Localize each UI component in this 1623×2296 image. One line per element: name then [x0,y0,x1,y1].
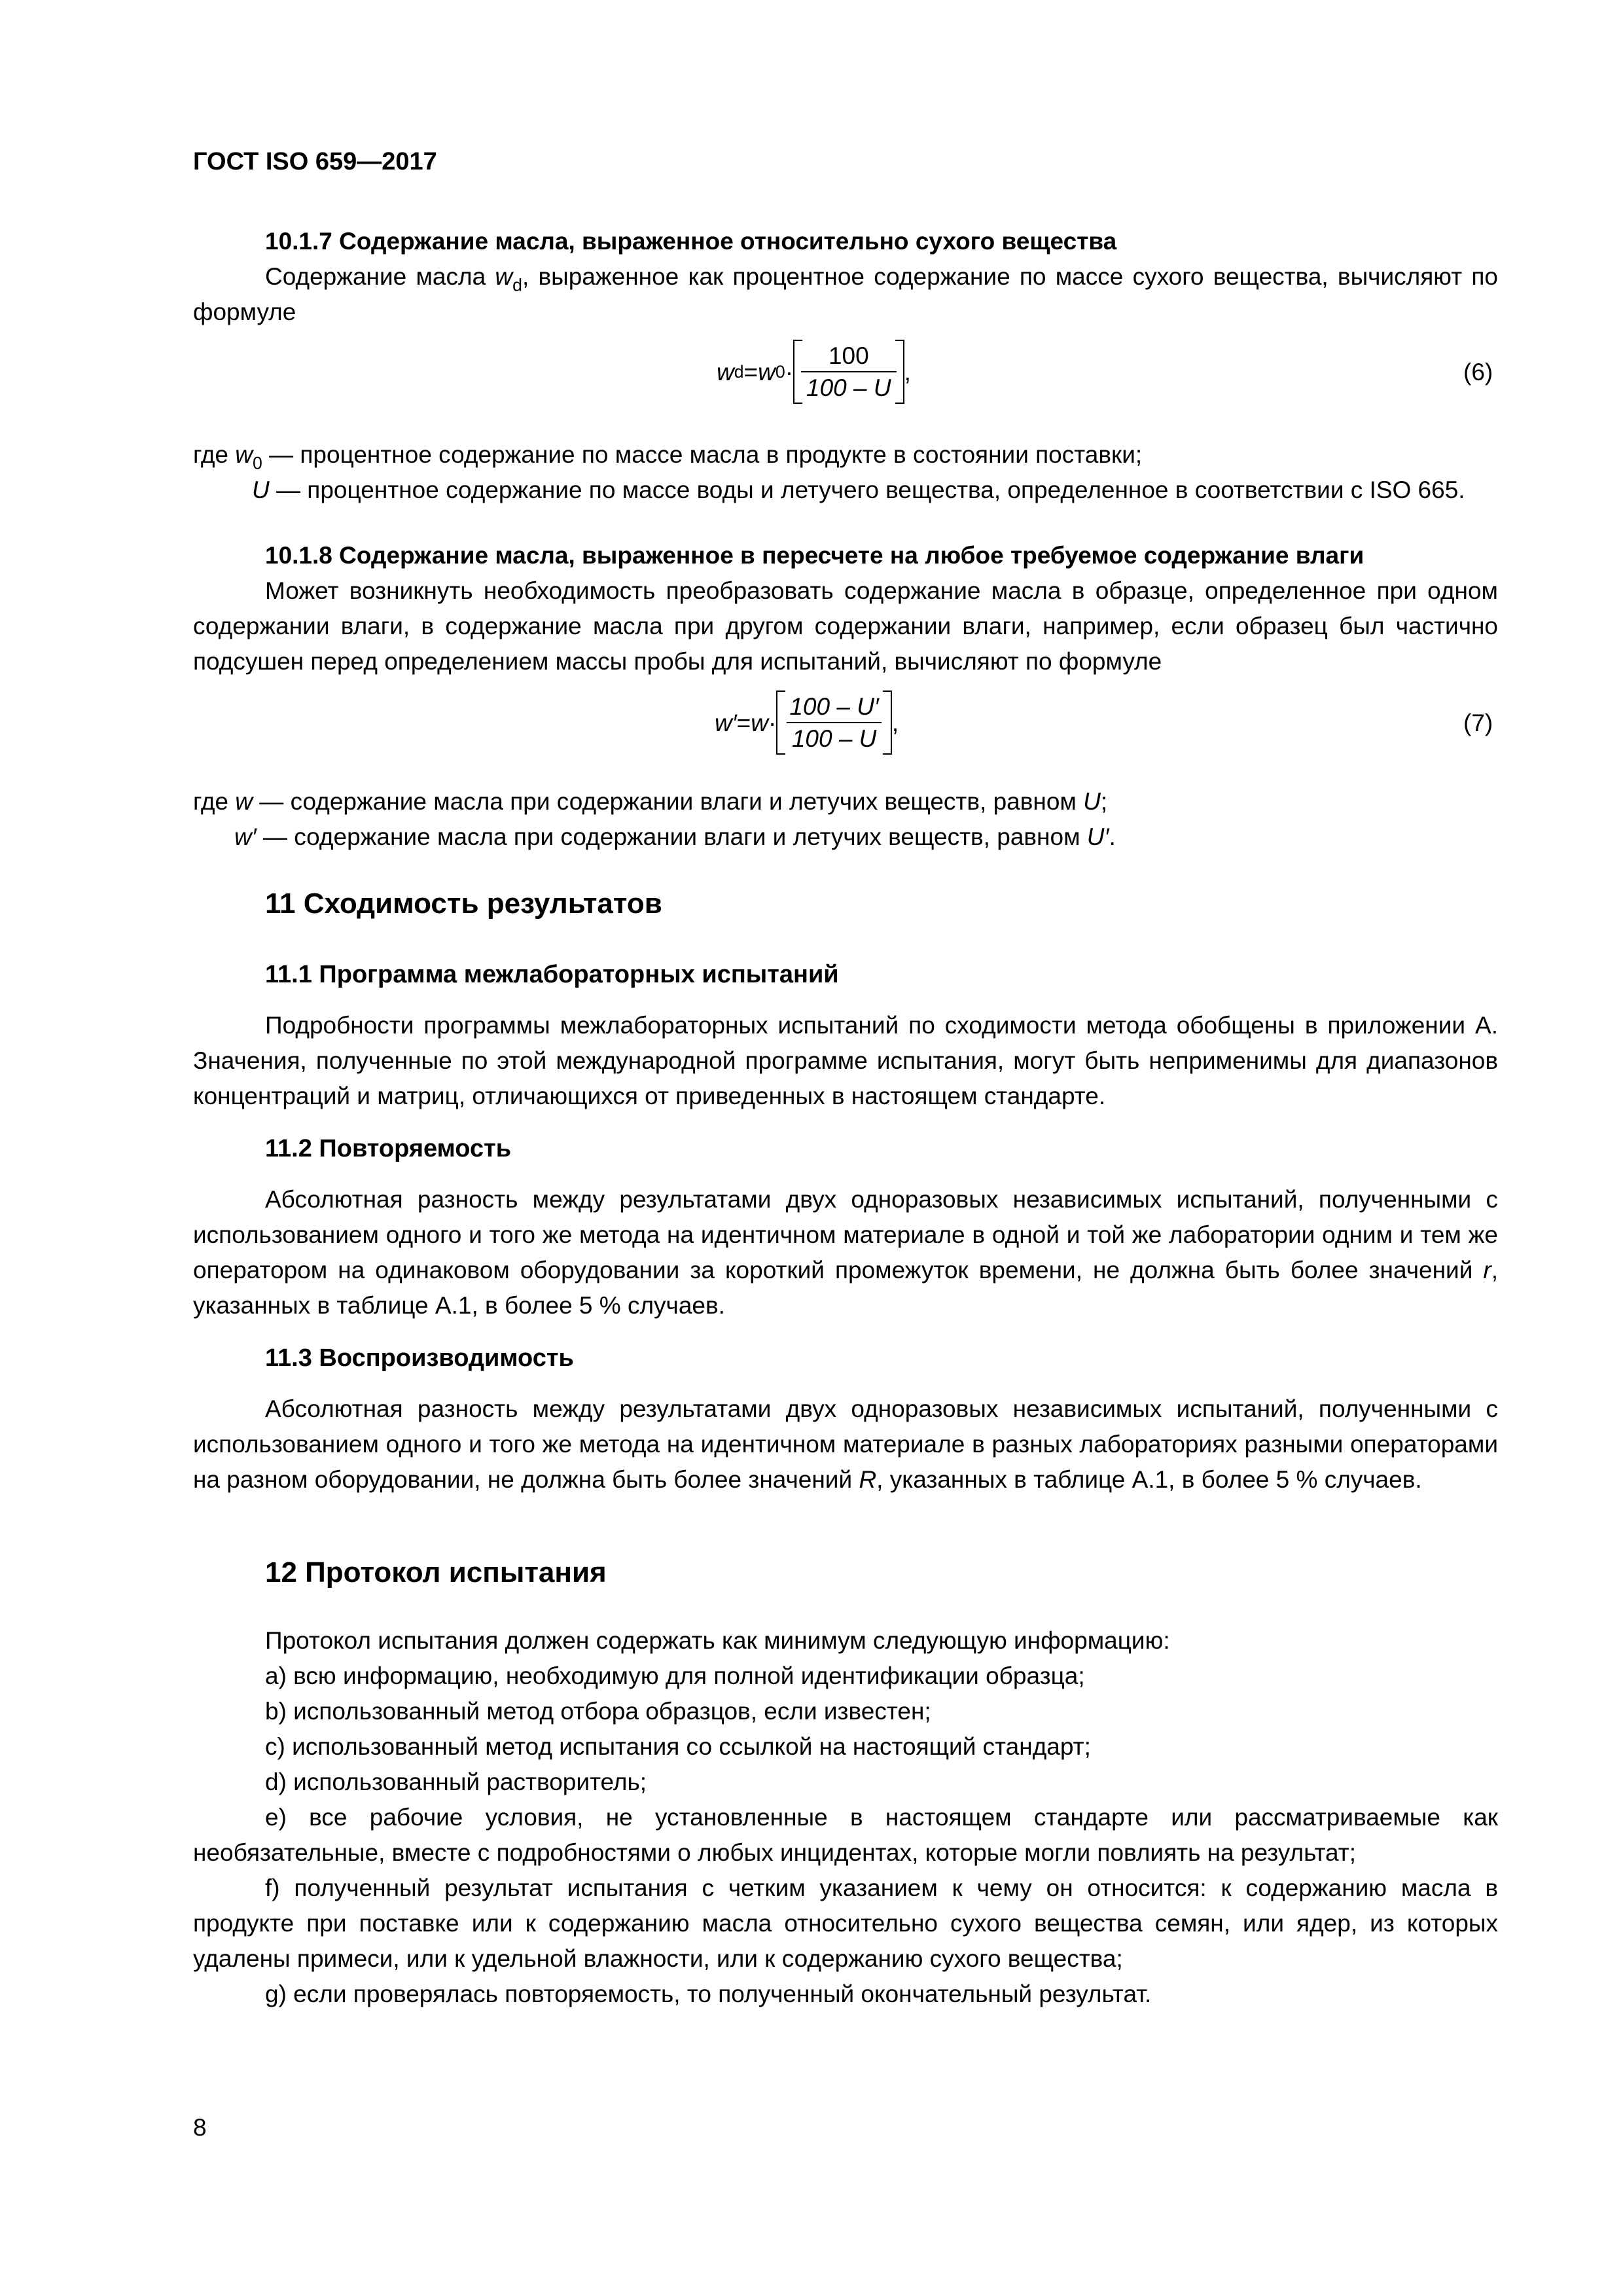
formula-7-def-w-prime: w′ — содержание масла при содержании влаги и летучих веществ, равном U′. [234,823,1116,850]
formula-6-number: (6) [1463,359,1493,386]
section-11-3-text: Абсолютная разность между результатами двух одноразовых независимых испытаний, полученными с использованием одного и того же метода на идентичном материале в разных лабораториях разными операторами на разном оборудовании, не должна быть более значений R, указанных в таблице А.1, в более 5 % случаев. [193,1395,1498,1493]
section-11-3-heading: 11.3 Воспроизводимость [265,1344,574,1372]
page-number: 8 [193,2114,207,2141]
section-11-1-heading: 11.1 Программа межлабораторных испытаний [265,961,839,988]
list-item: f) полученный результат испытания с четким указанием к чему он относится: к содержанию масла в продукте при поставке или к содержанию масла относительно сухого вещества семян, или ядер, из которых удалены примеси, или к удельной влажности, или к содержанию сухого вещества; [193,1874,1498,1972]
section-10-1-7-title: 10.1.7 Содержание масла, выраженное относительно сухого вещества [265,228,1117,255]
formula-7: w′ = w · $\frac{100 - U'}{100 - U}$ , [715,690,899,755]
section-12-heading: 12 Протокол испытания [265,1556,607,1588]
section-11-heading: 11 Сходимость результатов [265,888,662,920]
section-10-1-8-text: Может возникнуть необходимость преобразовать содержание масла в образце, определенное при одном содержании влаги, в содержание масла при другом содержании влаги, например, если образец был частично подсушен перед определением массы пробы для испытаний, вычисляют по формуле [193,577,1498,675]
formula-6-bracket [793,340,904,404]
list-item: b) использованный метод отбора образцов, если известен; [265,1698,931,1725]
formula-7-def-w: где w — содержание масла при содержании влаги и летучих веществ, равном U; [193,788,1108,815]
formula-6-fraction: $\frac{100}{100 - U}$ [801,344,897,400]
section-12-intro: Протокол испытания должен содержать как минимум следующую информацию: [265,1627,1170,1654]
section-10-1-8-title: 10.1.8 Содержание масла, выраженное в пересчете на любое требуемое содержание влаги [265,542,1364,569]
list-item: d) использованный растворитель; [265,1768,647,1795]
formula-6: w d = w 0 · $\frac{100}{100 - U}$ , [717,339,911,404]
section-11-2-text: Абсолютная разность между результатами двух одноразовых независимых испытаний, полученными с использованием одного и того же метода на идентичном материале в одной и той же лаборатории одним и тем же оператором на одинаковом оборудовании за короткий промежуток времени, не должна быть более значений r, указанных в таблице А.1, в более 5 % случаев. [193,1186,1498,1319]
formula-7-bracket [776,691,892,755]
formula-7-fraction: $\frac{100 - U'}{100 - U}$ [784,694,884,751]
list-item: e) все рабочие условия, не установленные в настоящем стандарте или рассматриваемые как необязательные, вместе с подробностями о любых инцидентах, которые могли повлиять на результат; [193,1804,1498,1866]
list-item: c) использованный метод испытания со ссылкой на настоящий стандарт; [265,1733,1091,1760]
section-11-1-text: Подробности программы межлабораторных испытаний по сходимости метода обобщены в приложении А. Значения, полученные по этой международной программе испытания, могут быть неприменимы для диапазонов концентраций и матриц, отличающихся от приведенных в настоящем стандарте. [193,1012,1498,1109]
list-item: g) если проверялась повторяемость, то полученный окончательный результат. [265,1981,1152,2007]
document-header: ГОСТ ISO 659—2017 [193,148,437,175]
formula-6-def-u: U — процентное содержание по массе воды и летучего вещества, определенное в соответствии с ISO 665. [252,476,1465,503]
formula-7-number: (7) [1463,709,1493,736]
section-11-2-heading: 11.2 Повторяемость [265,1135,512,1162]
formula-6-def-w0: где $w_0$ — процентное содержание по массе масла в продукте в состоянии поставки; [193,441,1143,473]
list-item: a) всю информацию, необходимую для полной идентификации образца; [265,1662,1085,1689]
section-10-1-7-intro: Содержание масла $w_d$, выраженное как процентное содержание по массе сухого вещества, вычисляют по формуле [193,263,1498,325]
